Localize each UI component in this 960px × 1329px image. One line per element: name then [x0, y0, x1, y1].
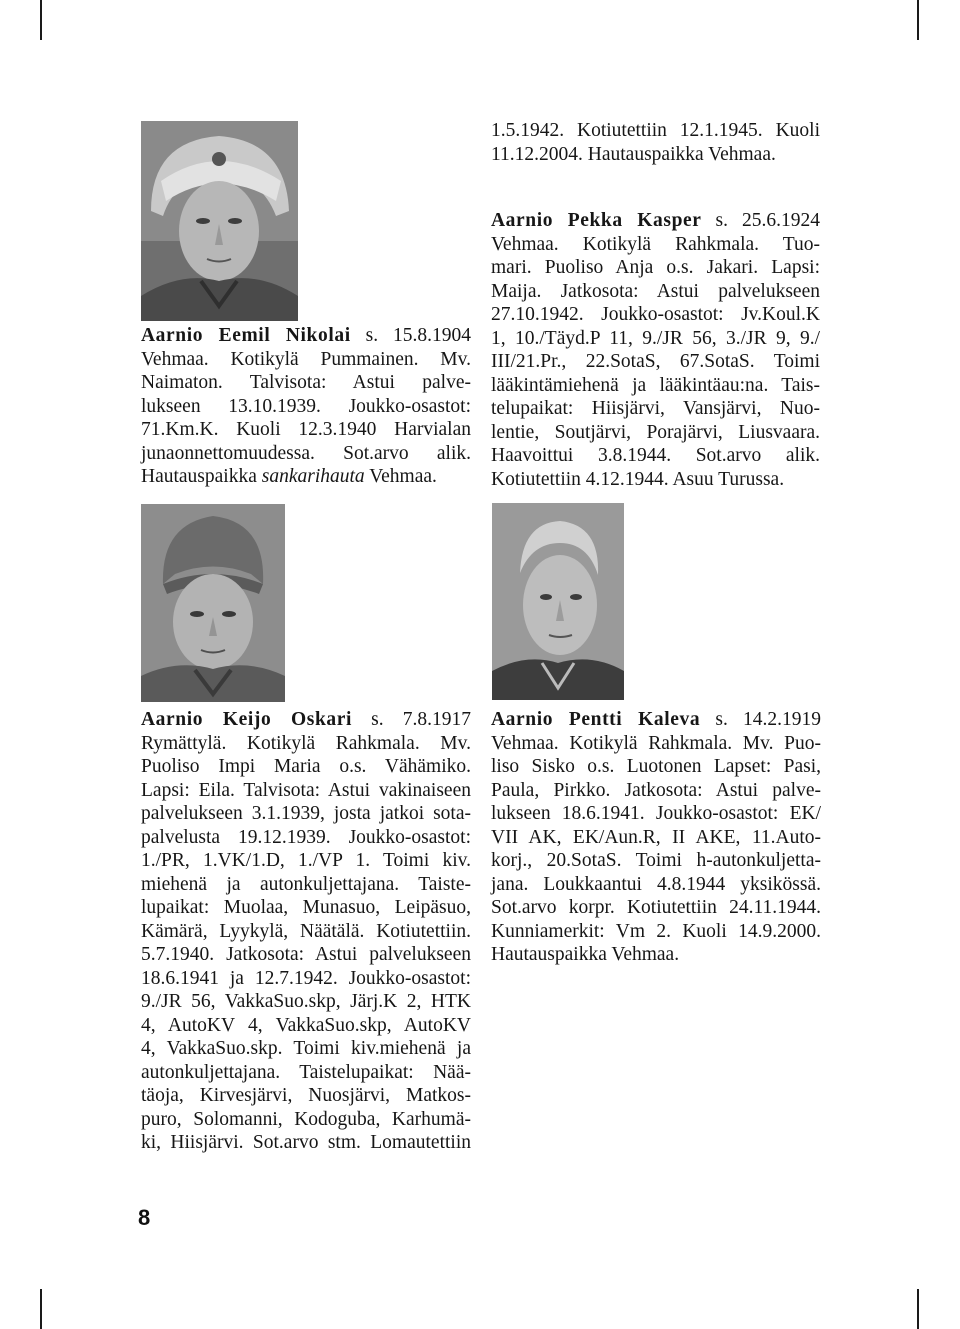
text-line: 71.Km.K. Kuoli 12.3.1940 Harvialan: [141, 419, 471, 440]
crop-mark-bottom-left: [40, 1289, 42, 1329]
text-line: lääkintämiehenä ja lääkintäau:na. Tais-: [491, 374, 820, 396]
text-line: jana. Loukkaantui 4.8.1944 yksikössä.: [491, 873, 821, 895]
text-line: Haavoittui 3.8.1944. Sot.arvo alik.: [491, 445, 820, 466]
text-line: lukseen 18.6.1941. Joukko-osastot: EK/: [491, 803, 821, 824]
text-line: 5.7.1940. Jatkosota: Astui palvelukseen: [141, 944, 471, 965]
text-line: Kunniamerkit: Vm 2. Kuoli 14.9.2000.: [491, 920, 821, 942]
text-line: liso Sisko o.s. Luotonen Lapset: Pasi,: [491, 756, 821, 777]
text-line: III/21.Pr., 22.SotaS, 67.SotaS. Toimi: [491, 351, 820, 372]
person-name: Aarnio Keijo Oskari: [141, 709, 353, 730]
text-fragment: Hautauspaikka: [141, 466, 262, 487]
text-line: Rymättylä. Kotikylä Rahkmala. Mv.: [141, 732, 471, 754]
text-line: ki, Hiisjärvi. Sot.arvo stm. Lomautettiin: [141, 1132, 471, 1153]
text-line: Hautauspaikka Vehmaa.: [491, 944, 680, 965]
text-line: Sot.arvo korpr. Kotiutettiin 24.11.1944.: [491, 897, 821, 918]
text-line: Puoliso Impi Maria o.s. Vähämiko.: [141, 756, 471, 777]
text-line: Vehmaa. Kotikylä Rahkmala. Tuo-: [491, 233, 820, 255]
text-line: 18.6.1941 ja 12.7.1942. Joukko-osastot:: [141, 967, 471, 989]
crop-mark-top-left: [40, 0, 42, 40]
text-line: 9./JR 56, VakkaSuo.skp, Järj.K 2, HTK: [141, 991, 471, 1012]
person-name: Aarnio Pekka Kasper: [491, 210, 702, 231]
text-line: [141, 465, 471, 489]
text-line: miehenä ja autonkuljettajana. Taiste-: [141, 873, 471, 895]
bio-pekka-continuation: [491, 119, 820, 166]
text-line: junaonnettomuudessa. Sot.arvo alik.: [141, 442, 471, 464]
text-line: telupaikat: Hiisjärvi, Vansjärvi, Nuo-: [491, 398, 820, 419]
text-line: puro, Solomanni, Kodoguba, Karhumä-: [141, 1108, 471, 1130]
portrait-photo-keijo: [141, 504, 285, 702]
text-fragment: s. 25.6.1924: [701, 210, 820, 231]
text-line: lukseen 13.10.1939. Joukko-osastot:: [141, 395, 471, 417]
text-line: palvelusta 19.12.1939. Joukko-osastot:: [141, 826, 471, 848]
crop-mark-top-right: [917, 0, 919, 40]
text-line: 4, AutoKV 4, VakkaSuo.skp, AutoKV: [141, 1014, 471, 1036]
portrait-photo-eemil: [141, 121, 298, 321]
text-line: 1.5.1942. Kotiutettiin 12.1.1945. Kuoli: [491, 120, 820, 141]
text-line: [141, 708, 471, 732]
text-line: Maija. Jatkosota: Astui palvelukseen: [491, 280, 820, 302]
text-line: lupaikat: Muolaa, Munasuo, Leipäsuo,: [141, 897, 471, 918]
text-fragment: s. 15.8.1904: [350, 325, 472, 346]
bio-eemil: [141, 324, 471, 489]
text-line: Paula, Pirkko. Jatkosota: Astui palve-: [491, 779, 821, 801]
text-line: korj., 20.SotaS. Toimi h-autonkuljetta-: [491, 850, 821, 871]
text-line: 4, VakkaSuo.skp. Toimi kiv.miehenä ja: [141, 1038, 471, 1059]
text-line: 1, 10./Täyd.P 11, 9./JR 56, 3./JR 9, 9./: [491, 327, 820, 349]
text-line: Kotiutettiin 4.12.1944. Asuu Turussa.: [491, 468, 785, 490]
text-line: täoja, Kirvesjärvi, Nuosjärvi, Matkos-: [141, 1085, 471, 1106]
text-line: Vehmaa. Kotikylä Rahkmala. Mv. Puo-: [491, 732, 821, 754]
text-fragment: Vehmaa.: [364, 466, 437, 487]
portrait-image-pentti: [492, 503, 624, 700]
bio-pentti: [491, 708, 821, 967]
text-fragment: s. 7.8.1917: [352, 709, 471, 730]
text-line: [491, 708, 821, 732]
text-line: 1./PR, 1.VK/1.D, 1./VP 1. Toimi kiv.: [141, 850, 471, 871]
person-name: Aarnio Eemil Nikolai: [141, 325, 351, 346]
text-line: Naimaton. Talvisota: Astui palve-: [141, 372, 471, 393]
person-name: Aarnio Pentti Kaleva: [491, 709, 701, 730]
page-number: 8: [138, 1205, 151, 1230]
text-line: 11.12.2004. Hautauspaikka Vehmaa.: [491, 143, 776, 165]
portrait-photo-pentti: [492, 503, 624, 700]
text-line: [141, 324, 471, 348]
crop-mark-bottom-right: [917, 1289, 919, 1329]
text-fragment: s. 14.2.1919: [700, 709, 821, 730]
portrait-image-keijo: [141, 504, 285, 702]
bio-keijo: [141, 708, 471, 1155]
italic-text: sankarihauta: [261, 466, 365, 487]
text-line: 27.10.1942. Joukko-osastot: Jv.Koul.K: [491, 304, 820, 325]
text-line: Lapsi: Eila. Talvisota: Astui vakinaiseen: [141, 779, 471, 801]
bio-pekka: [491, 209, 820, 491]
text-line: palvelukseen 3.1.1939, josta jatkoi sota-: [141, 803, 471, 824]
text-line: Kämärä, Lyykylä, Näätälä. Kotiutettiin.: [141, 920, 471, 942]
text-line: autonkuljettajana. Taistelupaikat: Nää-: [141, 1061, 471, 1083]
text-line: lentie, Soutjärvi, Porajärvi, Liusvaara.: [491, 421, 820, 443]
portrait-image-eemil: [141, 121, 298, 321]
text-line: mari. Puoliso Anja o.s. Jakari. Lapsi:: [491, 257, 820, 278]
text-line: VII AK, EK/Aun.R, II AKE, 11.Auto-: [491, 826, 821, 848]
text-line: Vehmaa. Kotikylä Pummainen. Mv.: [141, 348, 471, 370]
text-line: [491, 209, 820, 233]
